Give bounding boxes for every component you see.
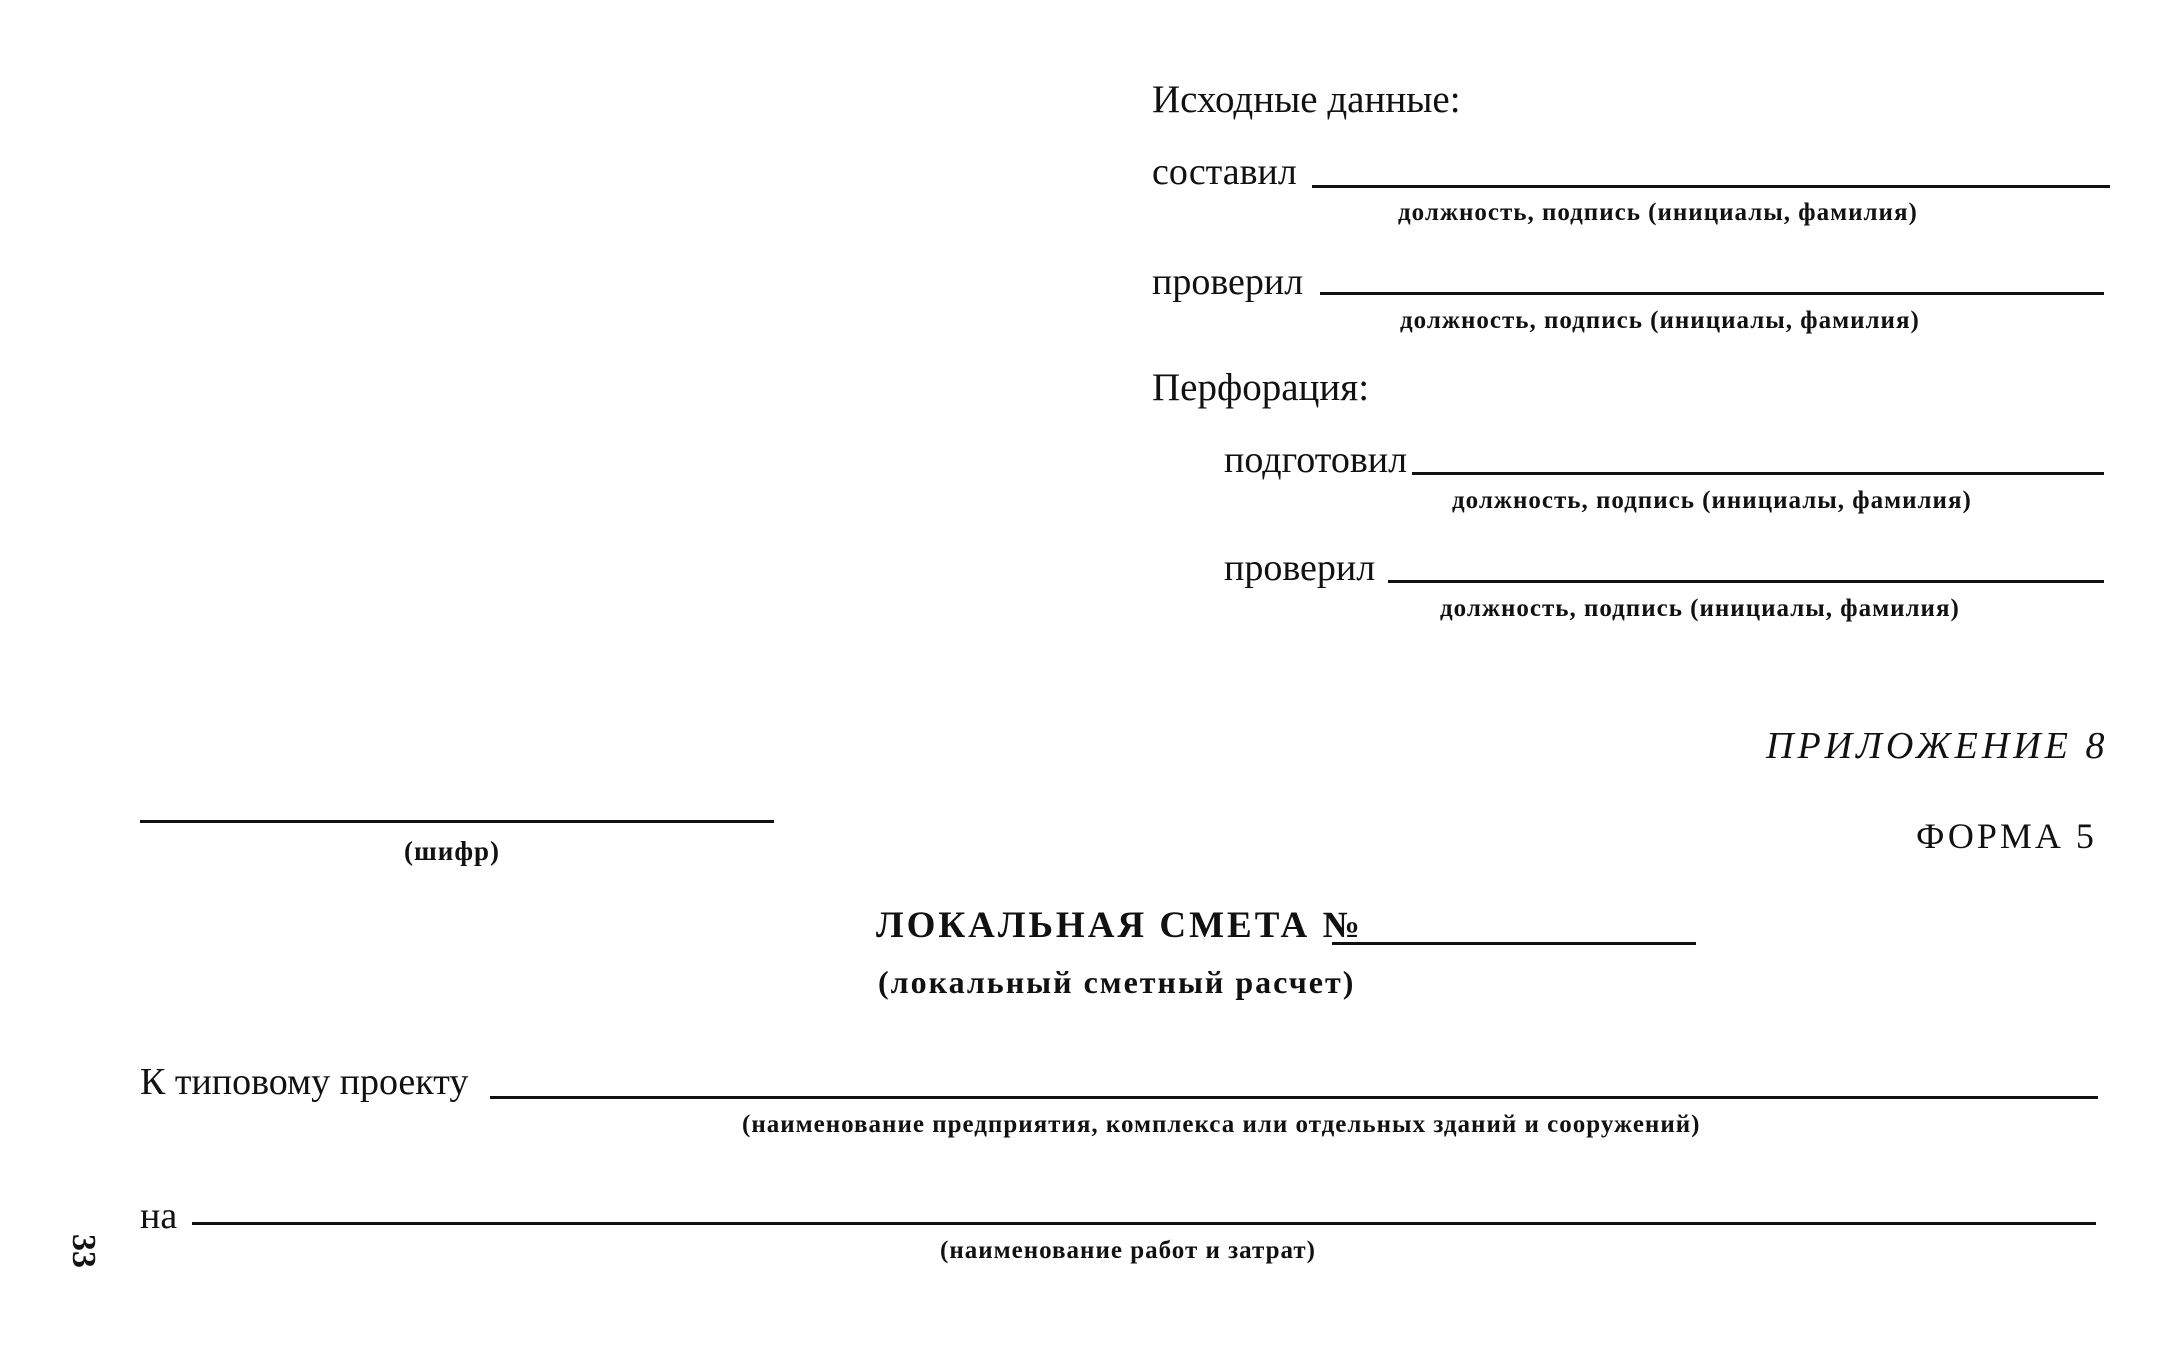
page-number: 33 bbox=[65, 1234, 102, 1268]
project-line[interactable] bbox=[490, 1096, 2098, 1099]
checked-by-label: проверил bbox=[1152, 261, 1304, 303]
works-label: на bbox=[140, 1195, 178, 1237]
works-line[interactable] bbox=[192, 1222, 2096, 1225]
cipher-line[interactable] bbox=[140, 820, 774, 823]
estimate-number-line[interactable] bbox=[1332, 942, 1696, 945]
estimate-subtitle: (локальный сметный расчет) bbox=[878, 964, 1356, 1000]
compiled-by-caption: должность, подпись (инициалы, фамилия) bbox=[1398, 199, 1918, 226]
checked-by-caption: должность, подпись (инициалы, фамилия) bbox=[1400, 307, 1920, 334]
perforation-heading: Перфорация: bbox=[1152, 366, 1370, 409]
project-caption: (наименование предприятия, комплекса или отдельных зданий и сооружений) bbox=[742, 1111, 1701, 1138]
appendix-label: ПРИЛОЖЕНИЕ 8 bbox=[1766, 725, 2109, 767]
works-caption: (наименование работ и затрат) bbox=[940, 1237, 1316, 1264]
perforation-checked-label: проверил bbox=[1224, 547, 1376, 589]
project-label: К типовому проекту bbox=[140, 1061, 469, 1103]
perforation-checked-line[interactable] bbox=[1388, 580, 2104, 583]
prepared-by-caption: должность, подпись (инициалы, фамилия) bbox=[1452, 487, 1972, 514]
compiled-by-label: составил bbox=[1152, 151, 1297, 193]
prepared-by-label: подготовил bbox=[1224, 439, 1408, 481]
cipher-caption: (шифр) bbox=[404, 836, 501, 866]
form-label: ФОРМА 5 bbox=[1916, 816, 2097, 856]
source-data-heading: Исходные данные: bbox=[1152, 78, 1461, 121]
perforation-checked-caption: должность, подпись (инициалы, фамилия) bbox=[1440, 595, 1960, 622]
checked-by-line[interactable] bbox=[1320, 292, 2104, 295]
compiled-by-line[interactable] bbox=[1312, 185, 2110, 188]
prepared-by-line[interactable] bbox=[1412, 472, 2104, 475]
estimate-title: ЛОКАЛЬНАЯ СМЕТА № bbox=[876, 905, 1363, 946]
